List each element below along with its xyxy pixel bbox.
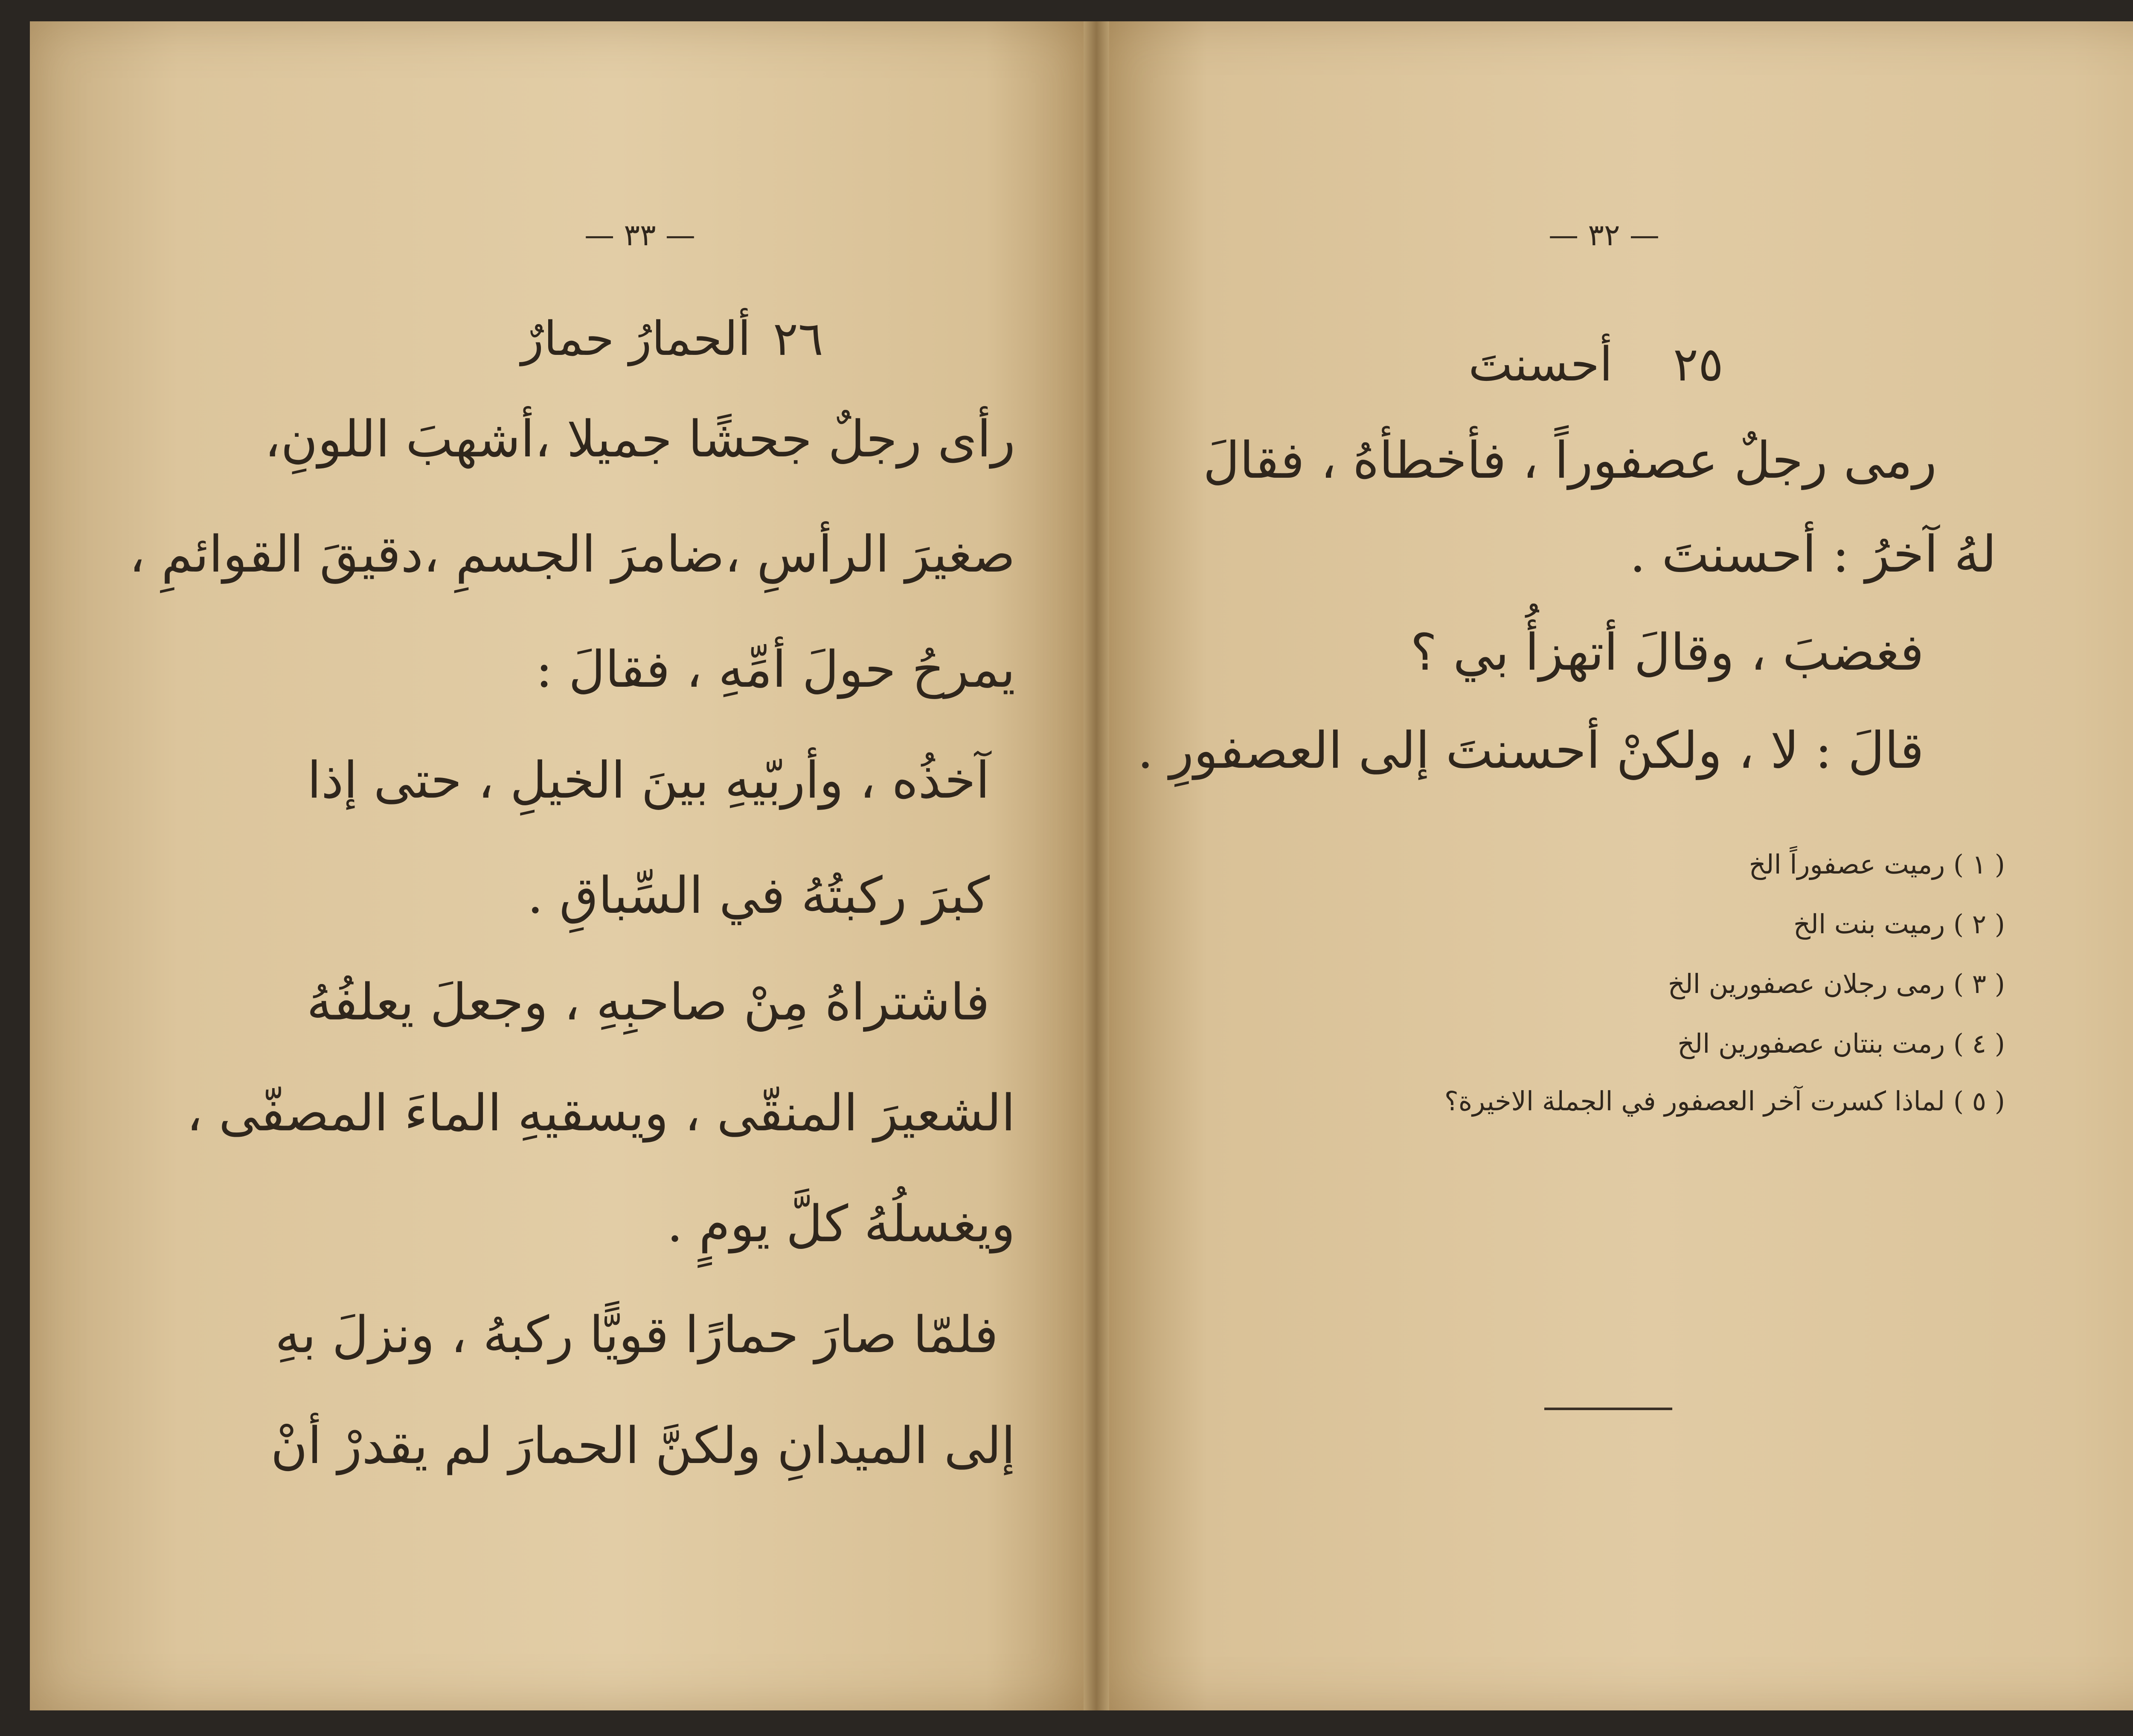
left-text-line: ويغسلُهُ كلَّ يومٍ .	[667, 1194, 1015, 1253]
left-text-line: يمرحُ حولَ أمِّهِ ، فقالَ :	[535, 640, 1015, 699]
footnote: ( ٥ ) لماذا كسرت آخر العصفور في الجملة الاخيرة؟	[1444, 1086, 2005, 1117]
footnote: ( ٢ ) رميت بنت الخ	[1793, 909, 2005, 940]
right-text-line: قالَ : لا ، ولكنْ أحسنتَ إلى العصفورِ .	[1137, 721, 1924, 780]
left-text-line: فلمّا صارَ حمارًا قويًّا ركبهُ ، ونزلَ بهِ	[275, 1305, 998, 1364]
right-text-line: رمى رجلٌ عصفوراً ، فأخطأهُ ، فقالَ	[1203, 431, 1937, 490]
right-text-line: فغضبَ ، وقالَ أتهزأُ بي ؟	[1410, 623, 1924, 682]
left-lesson-title: ألحمارُ حمارٌ	[521, 311, 751, 366]
right-lesson-number: ٢٥	[1673, 337, 1723, 392]
footnote: ( ٤ ) رمت بنتان عصفورين الخ	[1677, 1028, 2005, 1059]
left-text-line: آخذُه ، وأربّيهِ بينَ الخيلِ ، حتى إذا	[307, 751, 990, 810]
footnote: ( ١ ) رميت عصفوراً الخ	[1749, 849, 2005, 880]
book-gutter	[1084, 21, 1109, 1710]
left-text-line: الشعيرَ المنقّى ، ويسقيهِ الماءَ المصفّى ،	[186, 1083, 1015, 1142]
left-page-number: — ٣٣ —	[584, 218, 695, 253]
footnote: ( ٣ ) رمى رجلان عصفورين الخ	[1668, 968, 2005, 999]
right-text-line: لهُ آخرُ : أحسنتَ .	[1630, 525, 1996, 584]
left-lesson-number: ٢٦	[773, 311, 823, 366]
end-rule	[1544, 1408, 1672, 1410]
right-page-number: — ٣٢ —	[1549, 218, 1659, 253]
left-text-line: فاشتراهُ مِنْ صاحبِهِ ، وجعلَ يعلفُهُ	[306, 973, 990, 1031]
left-text-line: صغيرَ الرأسِ ،ضامرَ الجسمِ ،دقيقَ القوائمِ ،	[129, 525, 1015, 584]
left-text-line: كبرَ ركبتُهُ في السِّباقِ .	[527, 866, 990, 925]
left-text-line: رأى رجلٌ جحشًا جميلا ،أشهبَ اللونِ،	[264, 409, 1015, 468]
left-text-line: إلى الميدانِ ولكنَّ الحمارَ لم يقدرْ أنْ	[270, 1416, 1015, 1475]
right-lesson-title: أحسنتَ	[1468, 337, 1613, 392]
